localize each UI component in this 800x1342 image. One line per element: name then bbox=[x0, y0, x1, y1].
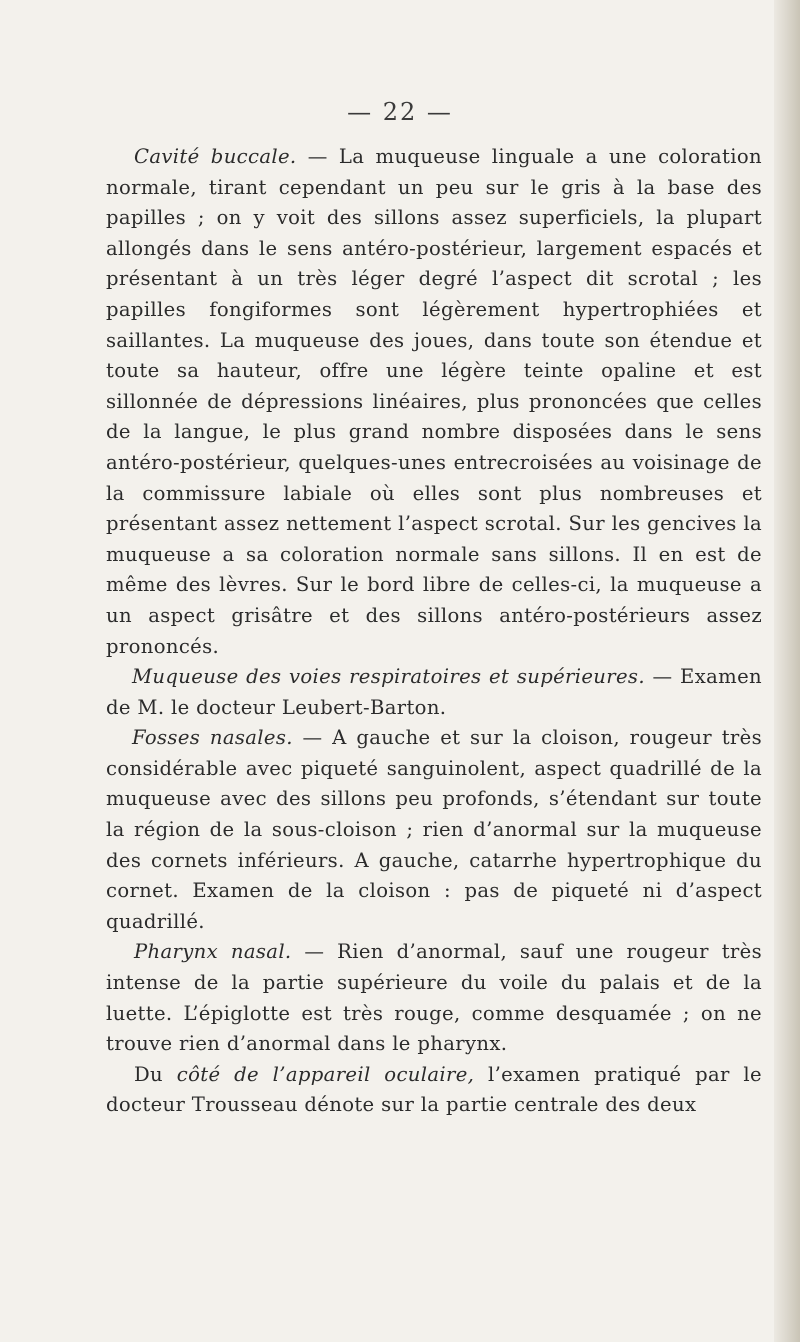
paragraph-text: — A gauche et sur la cloison, rougeur très considérable avec piqueté sanguinolent, aspect quadrillé de la muqueuse avec des sillons peu profonds, s’étendant sur toute la région de la sous-cloison ; rien d’anormal sur la muqueuse des cornets inférieurs. A gauche, catarrhe hypertrophique du cornet. Examen de la cloison : pas de piqueté ni d’aspect quadrillé. bbox=[106, 726, 762, 933]
paragraph-fosses-nasales bbox=[106, 723, 762, 937]
paragraph-heading: Cavité buccale. bbox=[134, 145, 297, 168]
paragraph-pharynx-nasal bbox=[106, 937, 762, 1059]
paragraph-heading: côté de l’appareil oculaire, bbox=[176, 1062, 475, 1086]
paragraph-muqueuse-voies bbox=[106, 662, 762, 723]
page-edge-shadow bbox=[774, 0, 800, 1342]
page-number: — 22 — bbox=[347, 98, 453, 126]
paragraph-appareil-oculaire bbox=[106, 1060, 762, 1121]
paragraph-heading: Muqueuse des voies respiratoires et supérieures. bbox=[132, 665, 645, 689]
paragraph-text: — La muqueuse linguale a une coloration normale, tirant cependant un peu sur le gris à la base des papilles ; on y voit des sillons assez superficiels, la plupart allongés dans le sens antéro-postérieur, largement espacés et présentant à un très léger degré l’aspect dit scrotal ; les papilles fongiformes sont légèrement hypertrophiées et saillantes. La muqueuse des joues, dans toute son étendue et toute sa hauteur, offre une légère teinte opaline et est sillonnée de dépressions linéaires, plus prononcées que celles de la langue, le plus grand nombre disposées dans le sens antéro-postérieur, quelques-unes entrecroisées au voisinage de la commissure labiale où elles sont plus nombreuses et présentant assez nettement l’aspect scrotal. Sur les gencives la muqueuse a sa coloration normale sans sillons. Il en est de même des lèvres. Sur le bord libre de celles-ci, la muqueuse a un aspect grisâtre et des sillons antéro-postérieurs assez prononcés. bbox=[106, 145, 763, 658]
paragraph-text: — Examen de M. le docteur Leubert-Barton. bbox=[106, 665, 762, 719]
paragraph-text: l’examen pratiqué par le docteur Trousseau dénote sur la partie centrale des deux bbox=[106, 1062, 762, 1117]
paragraph-cavite-buccale bbox=[106, 142, 762, 662]
paragraph-heading: Fosses nasales. bbox=[132, 726, 293, 750]
paragraph-lead: Du bbox=[134, 1062, 177, 1086]
paragraph-heading: Pharynx nasal. bbox=[134, 940, 292, 964]
document-body bbox=[106, 142, 762, 1121]
paragraph-text: — Rien d’anormal, sauf une rougeur très intense de la partie supérieure du voile du palais et de la luette. L’épiglotte est très rouge, comme desquamée ; on ne trouve rien d’anormal dans le pharynx. bbox=[106, 940, 762, 1056]
